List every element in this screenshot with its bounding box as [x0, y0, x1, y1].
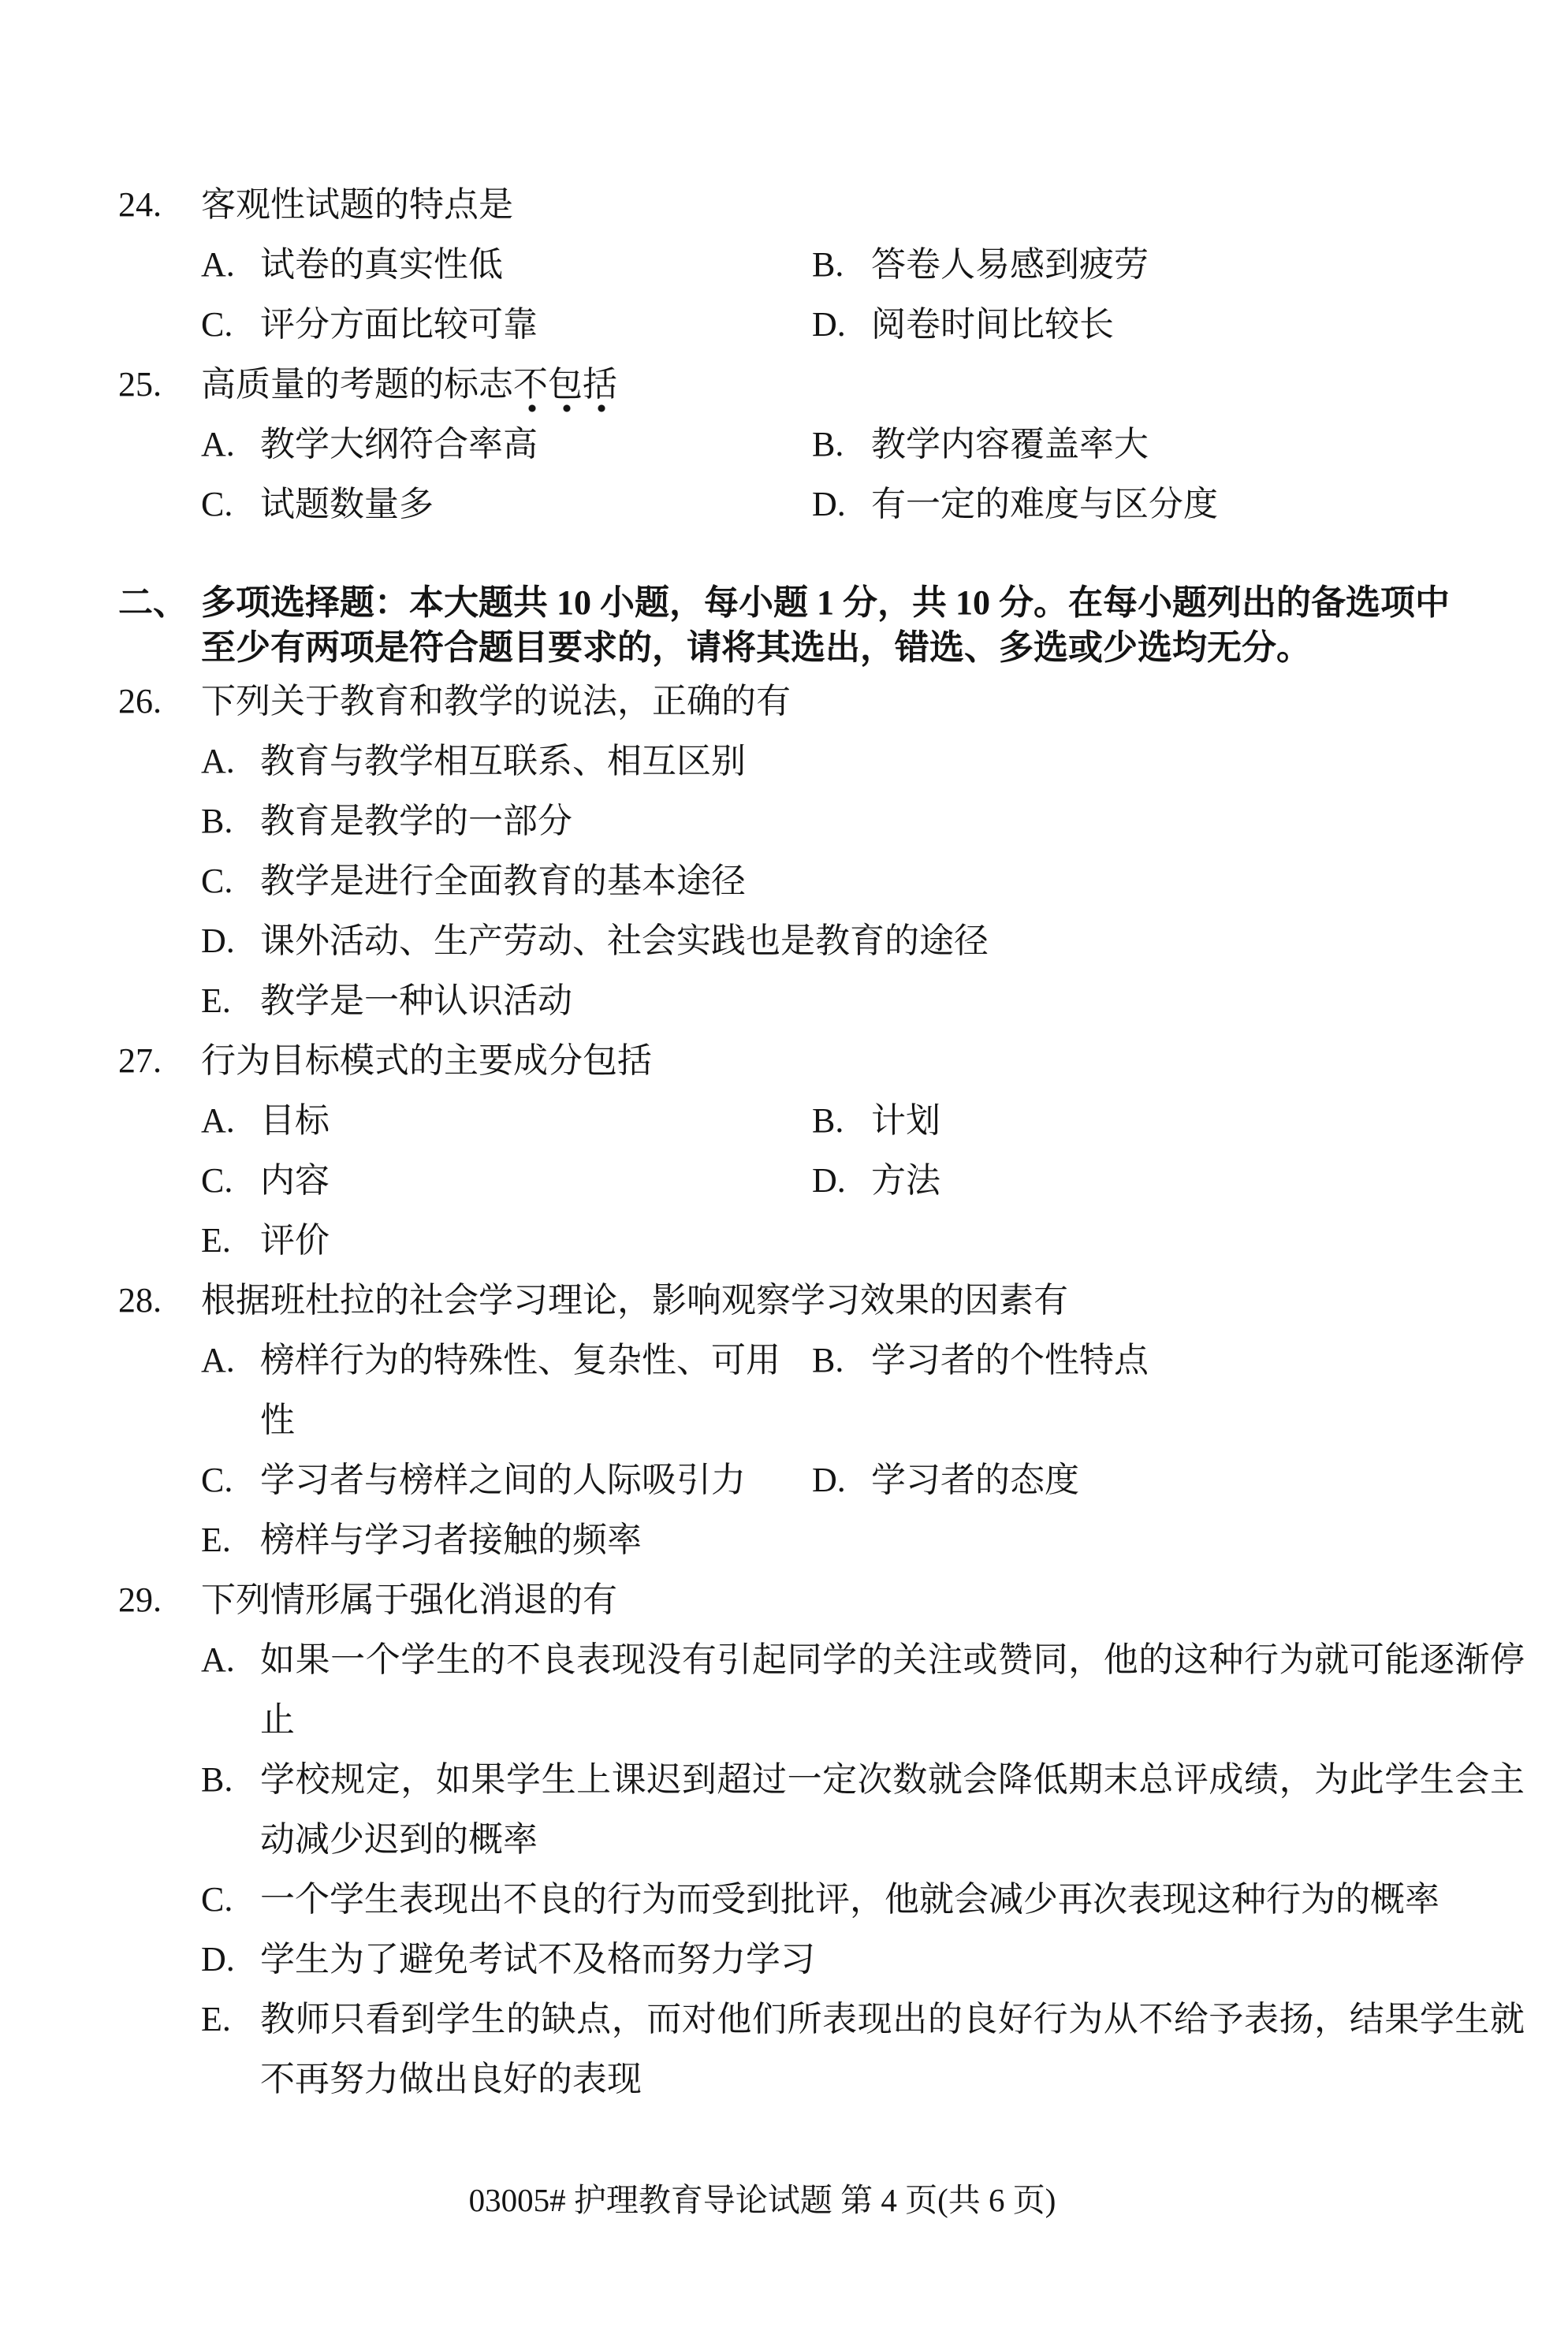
question-24-number: 24. — [118, 185, 162, 224]
option-29-b — [201, 1750, 1525, 1870]
option-26-c-text: 教学是进行全面教育的基本途径 — [260, 862, 746, 900]
option-24-d — [812, 295, 1114, 355]
question-29-number: 29. — [118, 1580, 162, 1619]
option-29-b-label: B. — [201, 1760, 233, 1799]
option-28-d-text: 学习者的态度 — [871, 1461, 1079, 1499]
section-2-instructions-line-1: 多项选择题：本大题共 10 小题，每小题 1 分，共 10 分。在每小题列出的备选项中 — [201, 583, 1450, 622]
option-24-c — [201, 295, 812, 355]
question-29-stem — [0, 1570, 1525, 1630]
option-25-c-text: 试题数量多 — [260, 485, 434, 523]
option-25-a-label: A. — [201, 425, 235, 464]
option-24-a-text: 试卷的真实性低 — [260, 245, 503, 284]
option-26-d-text: 课外活动、生产劳动、社会实践也是教育的途径 — [260, 921, 989, 960]
option-26-e-text: 教学是一种认识活动 — [260, 981, 572, 1020]
option-26-b-label: B. — [201, 802, 233, 840]
question-28-number: 28. — [118, 1281, 162, 1320]
option-26-a — [201, 732, 1525, 791]
option-27-b — [812, 1091, 940, 1151]
question-26-option-e-row — [0, 971, 1525, 1031]
question-25-options-row-2 — [0, 475, 1525, 534]
option-28-c-label: C. — [201, 1461, 233, 1499]
question-25-text-plain: 高质量的考题的标志 — [201, 365, 513, 404]
option-27-a — [201, 1091, 812, 1151]
question-29-option-a-row — [0, 1630, 1525, 1750]
option-26-e — [201, 971, 1525, 1031]
option-25-b — [812, 415, 1149, 475]
question-27-options-row-1 — [0, 1091, 1525, 1151]
question-26-text: 下列关于教育和教学的说法，正确的有 — [201, 682, 791, 720]
option-24-a — [201, 235, 812, 295]
option-24-d-label: D. — [812, 305, 846, 344]
option-24-a-label: A. — [201, 245, 235, 284]
option-25-b-text: 教学内容覆盖率大 — [871, 425, 1149, 464]
option-29-d-label: D. — [201, 1940, 235, 1979]
option-28-b-label: B. — [812, 1341, 844, 1379]
option-25-d-label: D. — [812, 485, 846, 523]
option-24-c-label: C. — [201, 305, 233, 344]
question-24-text: 客观性试题的特点是 — [201, 185, 513, 224]
option-25-b-label: B. — [812, 425, 844, 464]
question-25-text-emphasized: 不包括 — [513, 365, 617, 413]
option-26-c — [201, 851, 1525, 911]
question-27-number: 27. — [118, 1041, 162, 1080]
option-27-c-label: C. — [201, 1161, 233, 1200]
option-25-a-text: 教学大纲符合率高 — [260, 425, 538, 464]
option-28-e-text: 榜样与学习者接触的频率 — [260, 1521, 642, 1559]
question-25-text — [201, 355, 1525, 415]
question-28-option-e-row — [0, 1510, 1525, 1570]
option-26-d — [201, 911, 1525, 971]
question-26-option-d-row — [0, 911, 1525, 971]
option-28-d — [812, 1450, 1079, 1510]
section-2-prefix: 二、 — [118, 583, 188, 622]
question-28-stem — [0, 1271, 1525, 1331]
question-24-options-row-1 — [0, 235, 1525, 295]
option-29-c — [201, 1870, 1525, 1930]
option-28-c — [201, 1450, 812, 1510]
option-27-b-label: B. — [812, 1101, 844, 1140]
option-28-a — [201, 1331, 812, 1450]
question-28-options-row-2 — [0, 1450, 1525, 1510]
option-29-e — [201, 1990, 1525, 2109]
question-26-option-c-row — [0, 851, 1525, 911]
question-26-option-b-row — [0, 791, 1525, 851]
question-28-text: 根据班杜拉的社会学习理论，影响观察学习效果的因素有 — [201, 1281, 1068, 1320]
option-26-d-label: D. — [201, 921, 235, 960]
option-26-a-text: 教育与教学相互联系、相互区别 — [260, 742, 746, 780]
option-28-d-label: D. — [812, 1461, 846, 1499]
option-29-b-text: 学校规定，如果学生上课迟到超过一定次数就会降低期末总评成绩，为此学生会主动减少迟到的概率 — [260, 1760, 1525, 1859]
option-27-a-text: 目标 — [260, 1101, 330, 1140]
question-26-stem — [0, 672, 1525, 732]
option-27-c — [201, 1151, 812, 1211]
question-25-options-row-1 — [0, 415, 1525, 475]
option-24-b — [812, 235, 1149, 295]
question-27-options-row-2 — [0, 1151, 1525, 1211]
section-2-instructions — [201, 580, 1525, 670]
option-28-e-label: E. — [201, 1521, 231, 1559]
question-27-option-e-row — [0, 1211, 1525, 1271]
option-29-a-label: A. — [201, 1640, 235, 1679]
option-29-c-label: C. — [201, 1880, 233, 1919]
option-28-b — [812, 1331, 1149, 1450]
option-28-a-label: A. — [201, 1341, 235, 1379]
option-28-b-text: 学习者的个性特点 — [871, 1341, 1149, 1379]
question-29-text: 下列情形属于强化消退的有 — [201, 1580, 617, 1619]
question-26-option-a-row — [0, 732, 1525, 791]
question-25-stem — [0, 355, 1525, 415]
question-29-option-d-row — [0, 1930, 1525, 1990]
question-27-stem — [0, 1031, 1525, 1091]
option-25-a — [201, 415, 812, 475]
option-27-b-text: 计划 — [871, 1101, 940, 1140]
question-24-options-row-2 — [0, 295, 1525, 355]
option-27-c-text: 内容 — [260, 1161, 330, 1200]
option-24-d-text: 阅卷时间比较长 — [871, 305, 1114, 344]
question-24-stem — [0, 175, 1525, 235]
option-27-e — [201, 1211, 1525, 1271]
option-25-c — [201, 475, 812, 534]
option-26-e-label: E. — [201, 981, 231, 1020]
option-27-d-label: D. — [812, 1161, 846, 1200]
question-29-option-c-row — [0, 1870, 1525, 1930]
option-29-a — [201, 1630, 1525, 1750]
option-29-d — [201, 1930, 1525, 1990]
question-29-option-e-row — [0, 1990, 1525, 2109]
page-footer: 03005# 护理教育导论试题 第 4 页(共 6 页) — [468, 2182, 1056, 2218]
question-26-number: 26. — [118, 682, 162, 720]
option-25-d-text: 有一定的难度与区分度 — [871, 485, 1218, 523]
option-27-a-label: A. — [201, 1101, 235, 1140]
option-26-b-text: 教育是教学的一部分 — [260, 802, 572, 840]
option-29-d-text: 学生为了避免考试不及格而努力学习 — [260, 1940, 815, 1979]
question-27-text: 行为目标模式的主要成分包括 — [201, 1041, 652, 1080]
option-26-a-label: A. — [201, 742, 235, 780]
option-29-e-label: E. — [201, 2000, 231, 2038]
question-29-option-b-row — [0, 1750, 1525, 1870]
question-25-number: 25. — [118, 365, 162, 404]
option-27-d — [812, 1151, 940, 1211]
option-24-b-label: B. — [812, 245, 844, 284]
section-2-header — [0, 580, 1525, 670]
option-26-c-label: C. — [201, 862, 233, 900]
option-27-e-text: 评价 — [260, 1221, 330, 1260]
option-29-c-text: 一个学生表现出不良的行为而受到批评，他就会减少再次表现这种行为的概率 — [260, 1880, 1440, 1919]
option-24-b-text: 答卷人易感到疲劳 — [871, 245, 1149, 284]
option-25-d — [812, 475, 1218, 534]
option-25-c-label: C. — [201, 485, 233, 523]
section-2-instructions-line-2: 至少有两项是符合题目要求的，请将其选出，错选、多选或少选均无分。 — [201, 628, 1311, 667]
option-28-e — [201, 1510, 1525, 1570]
option-28-c-text: 学习者与榜样之间的人际吸引力 — [260, 1461, 746, 1499]
question-28-options-row-1 — [0, 1331, 1525, 1450]
option-24-c-text: 评分方面比较可靠 — [260, 305, 538, 344]
option-29-e-text: 教师只看到学生的缺点，而对他们所表现出的良好行为从不给予表扬，结果学生就不再努力做出良好的表现 — [260, 2000, 1525, 2098]
option-29-a-text: 如果一个学生的不良表现没有引起同学的关注或赞同，他的这种行为就可能逐渐停止 — [260, 1640, 1525, 1739]
option-27-d-text: 方法 — [871, 1161, 940, 1200]
option-27-e-label: E. — [201, 1221, 231, 1260]
option-26-b — [201, 791, 1525, 851]
option-28-a-text: 榜样行为的特殊性、复杂性、可用性 — [260, 1341, 780, 1439]
